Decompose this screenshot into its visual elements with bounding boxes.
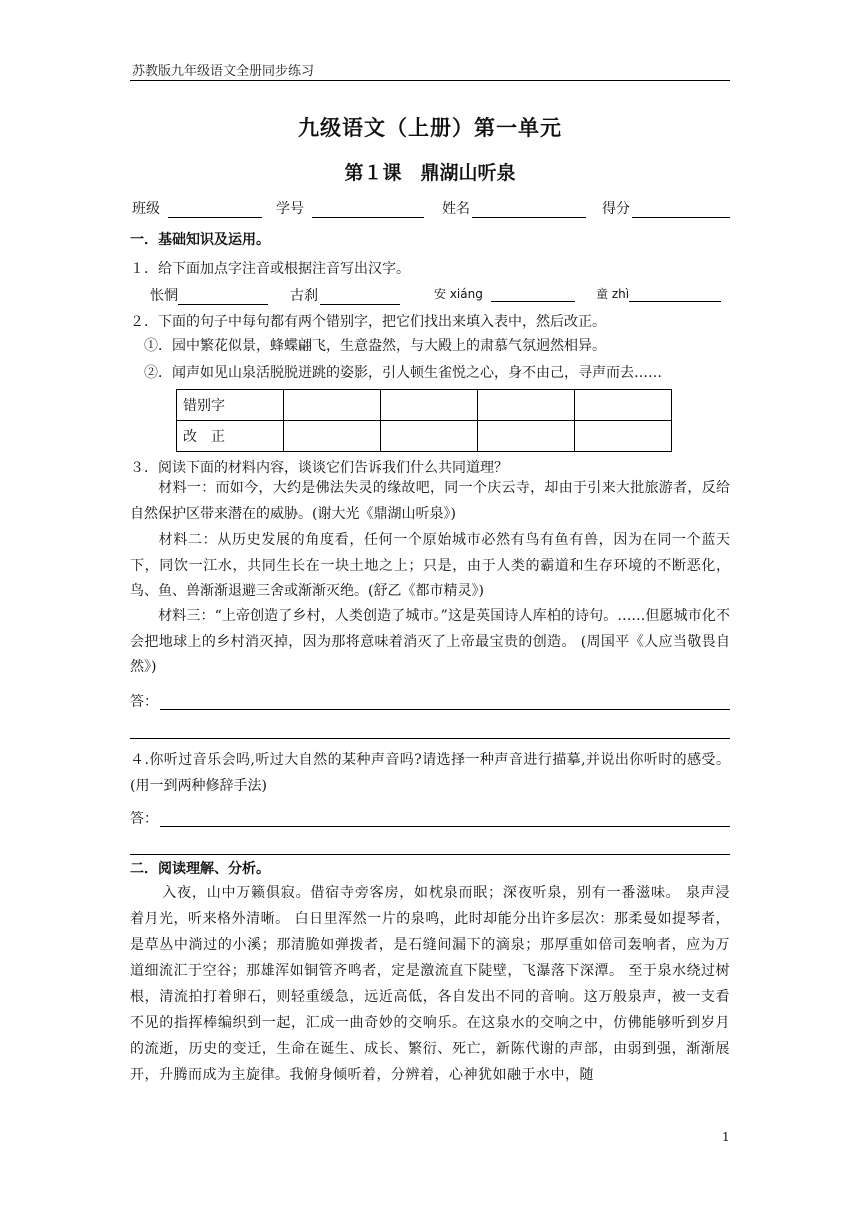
q3-material-2	[130, 528, 730, 605]
q4-answer-line[interactable]	[130, 854, 730, 855]
q1-item-3	[434, 285, 575, 302]
page-number: 1	[722, 1130, 730, 1144]
q3-material-2-text: 材料二：从历史发展的角度看，任何一个原始城市必然有鸟有鱼有兽，因为在同一个蓝天下，同饮一江水，共同生长在一块土地之上；只是，由于人类的霸道和生存环境的不断恶化，鸟、鱼、兽渐渐退避三舍或渐渐灭绝。(舒乙《都市精灵》)	[130, 532, 730, 599]
q3-material-1-text: 材料一：而如今，大约是佛法失灵的缘故吧，同一个庆云寺，却由于引来大批旅游者，反给自然保护区带来潜在的威胁。(谢大光《鼎湖山听泉》)	[130, 480, 730, 522]
correction-table	[176, 389, 672, 452]
score-field	[602, 198, 730, 218]
q4-answer-line[interactable]	[160, 826, 730, 827]
q1-item-text: 怅惘	[150, 288, 178, 304]
q3-material-1	[130, 476, 730, 527]
q3-material-3-text: 材料三：“上帝创造了乡村，人类创造了城市。”这是英国诗人库柏的诗句。……但愿城市化不会把地球上的乡村消灭掉，因为那将意味着消灭了上帝最宝贵的创造。 (周国平《人应当敬畏自然》)	[130, 608, 730, 675]
section1-heading: 一．基础知识及运用。	[130, 232, 270, 248]
table-cell[interactable]	[478, 390, 575, 421]
q3-answer-line[interactable]	[130, 738, 730, 739]
section2-heading: 二．阅读理解、分析。	[130, 861, 270, 877]
q1-items-row	[130, 285, 730, 307]
q4-prompt: ４.你听过音乐会吗,听过大自然的某种声音吗?请选择一种声音进行描摹,并说出你听时的感受。(用一到两种修辞手法)	[130, 752, 730, 794]
student-number-blank[interactable]	[312, 201, 424, 218]
q1-answer-blank[interactable]	[491, 285, 575, 302]
table-cell[interactable]	[284, 390, 381, 421]
header-rule	[130, 80, 730, 81]
table-row-label: 改 正	[177, 421, 284, 452]
q3-answer-line[interactable]	[160, 709, 730, 710]
table-cell[interactable]	[381, 390, 478, 421]
q1-answer-blank[interactable]	[178, 288, 268, 305]
score-blank[interactable]	[632, 201, 730, 218]
q1-answer-blank[interactable]	[629, 285, 721, 302]
q1-item-1	[150, 285, 268, 305]
class-blank[interactable]	[168, 201, 262, 218]
table-row	[177, 390, 672, 421]
q2-prompt: ２．下面的句子中每句都有两个错别字，把它们找出来填入表中，然后改正。	[130, 314, 606, 330]
q2-sentence-2: ②．闻声如见山泉活脱脱迸跳的姿影，引人顿生雀悦之心，身不由己，寻声而去……	[144, 365, 662, 381]
student-number-field	[276, 198, 424, 218]
table-cell[interactable]	[575, 421, 672, 452]
q1-answer-blank[interactable]	[320, 288, 400, 305]
q1-prompt: １．给下面加点字注音或根据注音写出汉字。	[130, 261, 410, 277]
score-label: 得分	[602, 201, 630, 217]
page-title: 九级语文（上册）第一单元	[298, 115, 562, 140]
class-label: 班级	[132, 201, 160, 217]
q1-item-2	[290, 285, 400, 305]
q2-sentence-1: ①．园中繁花似景，蜂蝶翩飞，生意盎然，与大殿上的肃慕气氛迥然相异。	[144, 338, 606, 354]
class-field	[132, 198, 262, 218]
q4-answer-label: 答：	[130, 811, 158, 827]
q1-item-text: 安 xiáng	[434, 287, 483, 301]
name-blank[interactable]	[472, 201, 586, 218]
student-info-row	[130, 198, 730, 220]
table-cell[interactable]	[478, 421, 575, 452]
running-header: 苏教版九年级语文全册同步练习	[132, 64, 315, 79]
reading-passage-text: 入夜，山中万籁俱寂。借宿寺旁客房，如枕泉而眠；深夜听泉，别有一番滋味。 泉声浸着月光，听来格外清晰。 白日里浑然一片的泉鸣，此时却能分出许多层次：那柔曼如提琴者，是草丛中淌过的小溪；那清脆如弹拨者，是石缝间漏下的滴泉；那厚重如倍司轰响者，应为万道细流汇于空谷；那雄浑如铜管齐鸣者，定是激流直下陡壁，飞瀑落下深潭。 至于泉水绕过树根，清流拍打着卵石，则轻重缓急，远近高低，各自发出不同的音响。这万般泉声，被一支看不见的指挥棒编织到一起，汇成一曲奇妙的交响乐。在这泉水的交响之中，仿佛能够听到岁月的流逝，历史的变迁，生命在诞生、成长、繁衍、死亡，新陈代谢的声部，由弱到强，渐渐展开，升腾而成为主旋律。我俯身倾听着，分辨着，心神犹如融于水中，随	[130, 885, 730, 1083]
q3-prompt: ３．阅读下面的材料内容，谈谈它们告诉我们什么共同道理？	[130, 460, 508, 476]
name-label: 姓名	[442, 201, 470, 217]
student-number-label: 学号	[276, 201, 304, 217]
lesson-title: 第１课 鼎湖山听泉	[344, 162, 516, 184]
table-row-label: 错别字	[177, 390, 284, 421]
table-cell[interactable]	[381, 421, 478, 452]
reading-passage	[130, 880, 730, 1088]
q1-item-text: 古刹	[290, 288, 318, 304]
q1-item-4	[596, 285, 721, 302]
table-cell[interactable]	[575, 390, 672, 421]
name-field	[442, 198, 586, 218]
table-row	[177, 421, 672, 452]
q3-material-3	[130, 604, 730, 681]
q3-answer-label: 答：	[130, 694, 158, 710]
table-cell[interactable]	[284, 421, 381, 452]
q1-item-text: 童 zhì	[596, 287, 630, 301]
